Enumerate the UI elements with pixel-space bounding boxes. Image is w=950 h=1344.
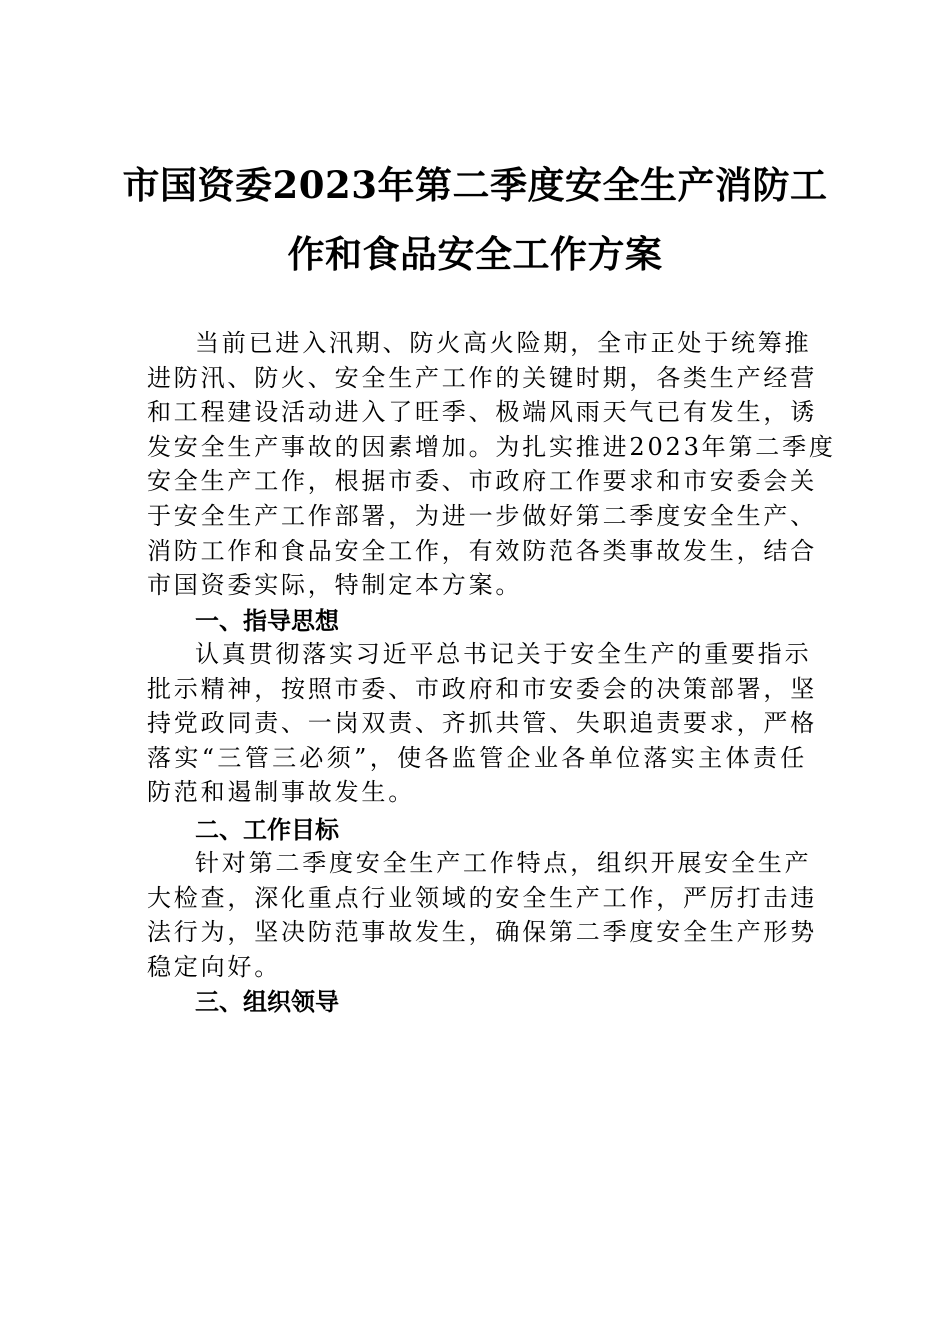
document-title-line-1: 市国资委2023年第二季度安全生产消防工 bbox=[122, 163, 828, 207]
paragraph-line: 市国资委实际，特制定本方案。 bbox=[147, 571, 523, 600]
paragraph-line: 于安全生产工作部署，为进一步做好第二季度安全生产、 bbox=[147, 501, 817, 530]
paragraph-line: 批示精神，按照市委、市政府和市安委会的决策部署，坚 bbox=[147, 674, 817, 703]
paragraph-line: 消防工作和食品安全工作，有效防范各类事故发生，结合 bbox=[147, 536, 817, 565]
paragraph-line: 防范和遏制事故发生。 bbox=[147, 778, 415, 807]
paragraph-line: 大检查，深化重点行业领域的安全生产工作，严厉打击违 bbox=[147, 883, 817, 912]
intro-paragraph bbox=[147, 326, 836, 603]
section-heading-organization-leadership: 三、组织领导 bbox=[195, 988, 339, 1016]
section-heading-work-goals: 二、工作目标 bbox=[195, 816, 339, 844]
paragraph-line: 落实“三管三必须”，使各监管企业各单位落实主体责任 bbox=[147, 743, 807, 772]
paragraph-line: 持党政同责、一岗双责、齐抓共管、失职追责要求，严格 bbox=[147, 709, 817, 738]
guiding-ideology-paragraph bbox=[147, 637, 817, 810]
paragraph-line: 发安全生产事故的因素增加。为扎实推进2023年第二季度 bbox=[147, 432, 836, 461]
paragraph-line: 安全生产工作，根据市委、市政府工作要求和市安委会关 bbox=[147, 467, 817, 496]
paragraph-line: 进防汛、防火、安全生产工作的关键时期，各类生产经营 bbox=[147, 363, 817, 392]
section-heading-guiding-ideology: 一、指导思想 bbox=[195, 607, 339, 635]
work-goals-paragraph bbox=[147, 846, 817, 984]
paragraph-line: 针对第二季度安全生产工作特点，组织开展安全生产 bbox=[195, 849, 812, 877]
paragraph-line: 法行为，坚决防范事故发生，确保第二季度安全生产形势 bbox=[147, 918, 817, 947]
paragraph-line: 认真贯彻落实习近平总书记关于安全生产的重要指示 bbox=[195, 640, 812, 668]
paragraph-line: 和工程建设活动进入了旺季、极端风雨天气已有发生，诱 bbox=[147, 398, 817, 427]
document-title-line-2: 作和食品安全工作方案 bbox=[287, 232, 663, 276]
paragraph-line: 当前已进入汛期、防火高火险期，全市正处于统筹推 bbox=[195, 329, 812, 357]
paragraph-line: 稳定向好。 bbox=[147, 952, 281, 981]
